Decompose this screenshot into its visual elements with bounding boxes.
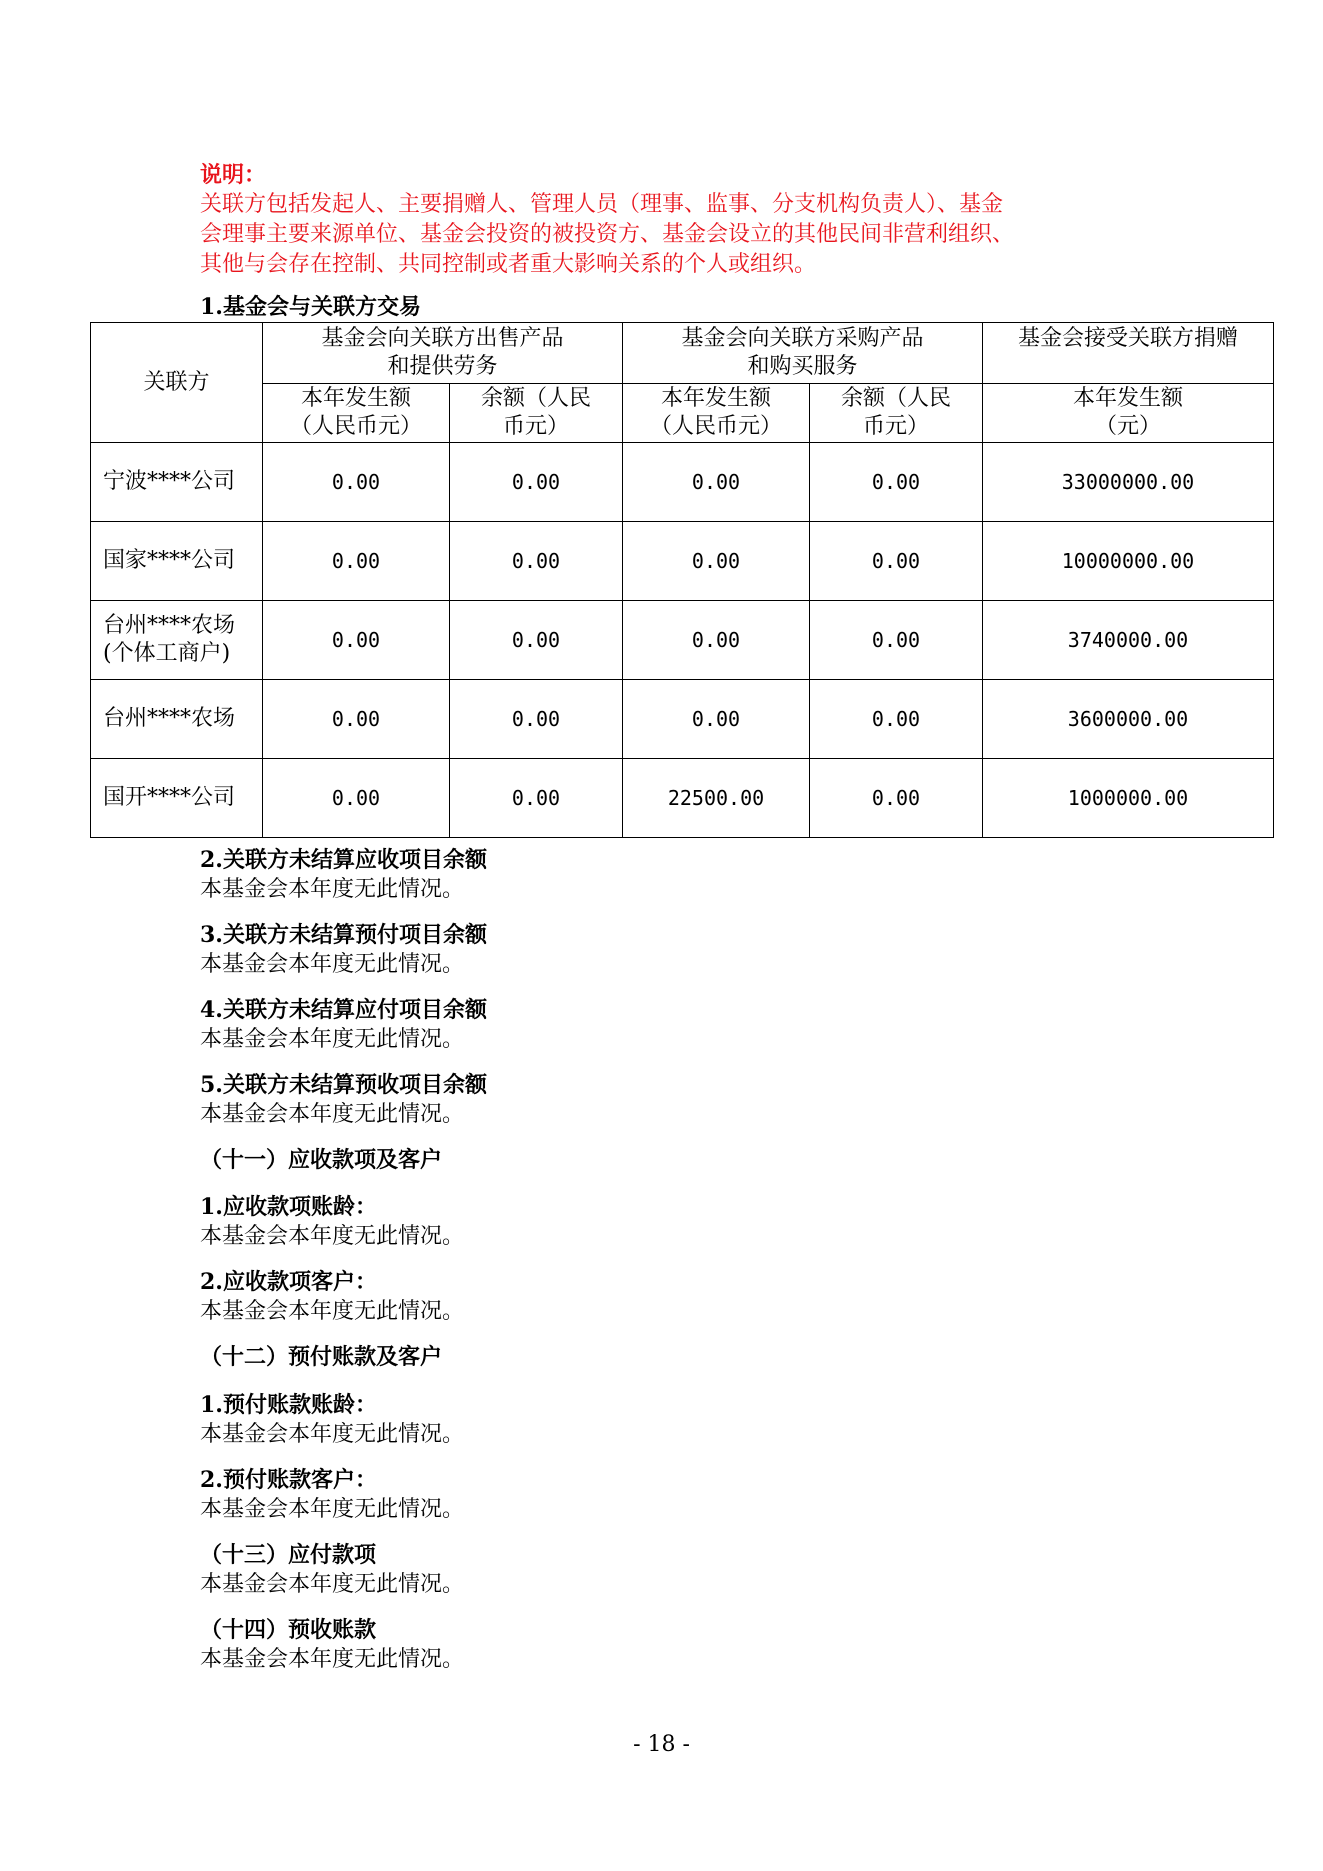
cell-donation: 10000000.00: [983, 522, 1274, 601]
cell-sell-balance: 0.00: [450, 443, 623, 522]
header-donation-group: 基金会接受关联方捐赠: [983, 323, 1274, 384]
section-14-text: 本基金会本年度无此情况。: [200, 1647, 465, 1672]
section-14-title: （十四）预收账款: [200, 1617, 377, 1643]
header-sell-amount: 本年发生额（人民币元）: [263, 384, 450, 443]
header-buy-group: 基金会向关联方采购产品和购买服务: [623, 323, 983, 384]
section-13-title: （十三）应付款项: [200, 1542, 377, 1568]
header-sell-balance: 余额（人民币元）: [450, 384, 623, 443]
cell-party: 国家****公司: [91, 522, 263, 601]
header-party: 关联方: [91, 323, 263, 443]
section-4-text: 本基金会本年度无此情况。: [200, 1027, 465, 1052]
cell-buy-balance: 0.00: [810, 443, 983, 522]
cell-buy-amount: 0.00: [623, 601, 810, 680]
cell-buy-balance: 0.00: [810, 680, 983, 759]
cell-buy-amount: 0.00: [623, 522, 810, 601]
table-row: [91, 601, 1274, 680]
section-2-text: 本基金会本年度无此情况。: [200, 877, 465, 902]
note-line-3: 其他与会存在控制、共同控制或者重大影响关系的个人或组织。: [200, 252, 817, 277]
section-12-2-text: 本基金会本年度无此情况。: [200, 1497, 465, 1522]
section-11-2-title: 2.应收款项客户：: [200, 1269, 377, 1295]
section-1-title: 1.基金会与关联方交易: [200, 294, 421, 320]
cell-sell-balance: 0.00: [450, 601, 623, 680]
cell-party: 台州****农场: [91, 680, 263, 759]
section-12-1-text: 本基金会本年度无此情况。: [200, 1422, 465, 1447]
table-row: [91, 443, 1274, 522]
cell-sell-amount: 0.00: [263, 443, 450, 522]
note-line-2: 会理事主要来源单位、基金会投资的被投资方、基金会设立的其他民间非营利组织、: [200, 222, 1015, 247]
note-line-1: 关联方包括发起人、主要捐赠人、管理人员（理事、监事、分支机构负责人）、基金: [200, 192, 1004, 217]
section-11-2-text: 本基金会本年度无此情况。: [200, 1299, 465, 1324]
cell-party: 宁波****公司: [91, 443, 263, 522]
cell-sell-balance: 0.00: [450, 759, 623, 838]
cell-donation: 3740000.00: [983, 601, 1274, 680]
section-11-1-title: 1.应收款项账龄：: [200, 1194, 377, 1220]
cell-buy-balance: 0.00: [810, 522, 983, 601]
cell-sell-amount: 0.00: [263, 759, 450, 838]
cell-sell-balance: 0.00: [450, 680, 623, 759]
section-5-text: 本基金会本年度无此情况。: [200, 1102, 465, 1127]
header-buy-balance: 余额（人民币元）: [810, 384, 983, 443]
cell-buy-amount: 22500.00: [623, 759, 810, 838]
section-11-1-text: 本基金会本年度无此情况。: [200, 1224, 465, 1249]
section-12-2-title: 2.预付账款客户：: [200, 1467, 377, 1493]
cell-donation: 3600000.00: [983, 680, 1274, 759]
table-row: [91, 759, 1274, 838]
section-12-title: （十二）预付账款及客户: [200, 1344, 443, 1370]
section-3-title: 3.关联方未结算预付项目余额: [200, 922, 487, 948]
note-block: [200, 160, 1100, 280]
header-donation-amount: 本年发生额（元）: [983, 384, 1274, 443]
table-row: [91, 680, 1274, 759]
cell-party: 台州****农场(个体工商户): [91, 601, 263, 680]
header-buy-amount: 本年发生额（人民币元）: [623, 384, 810, 443]
section-13-text: 本基金会本年度无此情况。: [200, 1572, 465, 1597]
cell-buy-balance: 0.00: [810, 601, 983, 680]
section-3-text: 本基金会本年度无此情况。: [200, 952, 465, 977]
cell-buy-amount: 0.00: [623, 680, 810, 759]
section-12-1-title: 1.预付账款账龄：: [200, 1392, 377, 1418]
cell-sell-balance: 0.00: [450, 522, 623, 601]
cell-buy-balance: 0.00: [810, 759, 983, 838]
cell-sell-amount: 0.00: [263, 601, 450, 680]
cell-party: 国开****公司: [91, 759, 263, 838]
cell-buy-amount: 0.00: [623, 443, 810, 522]
table-row: [91, 522, 1274, 601]
header-sell-group: 基金会向关联方出售产品和提供劳务: [263, 323, 623, 384]
cell-sell-amount: 0.00: [263, 522, 450, 601]
page-number: - 18 -: [633, 1732, 690, 1757]
cell-sell-amount: 0.00: [263, 680, 450, 759]
note-title: 说明：: [200, 162, 267, 188]
cell-donation: 1000000.00: [983, 759, 1274, 838]
section-5-title: 5.关联方未结算预收项目余额: [200, 1072, 487, 1098]
section-4-title: 4.关联方未结算应付项目余额: [200, 997, 487, 1023]
cell-donation: 33000000.00: [983, 443, 1274, 522]
related-party-table: [90, 322, 1274, 838]
section-11-title: （十一）应收款项及客户: [200, 1147, 443, 1173]
section-2-title: 2.关联方未结算应收项目余额: [200, 847, 487, 873]
